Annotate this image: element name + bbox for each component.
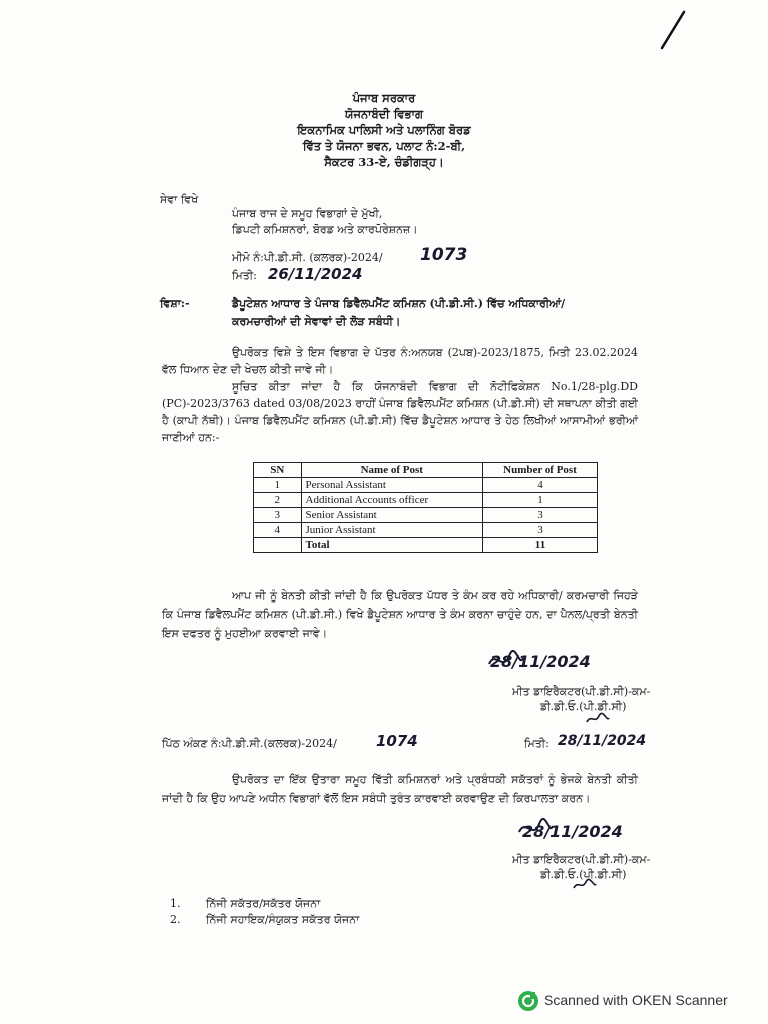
header-board: ਇਕਨਾਮਿਕ ਪਾਲਿਸੀ ਅਤੇ ਪਲਾਨਿੰਗ ਬੋਰਡ [297,123,471,137]
cell-post-name: Personal Assistant [301,478,482,493]
cell-empty [254,538,302,553]
pen-stroke-mark [650,8,690,52]
cell-post-count: 3 [483,508,598,523]
header-department: ਯੋਜਨਾਬੰਦੀ ਵਿਭਾਗ [345,107,423,121]
signature2-designation-line2: ਡੀ.ਡੀ.ਓ.(ਪੀ.ਡੀ.ਸੀ) [540,868,627,881]
signature1-designation-line1: ਮੀਤ ਡਾਇਰੈਕਟਰ(ਪੀ.ਡੀ.ਸੀ)-ਕਮ- [512,685,651,698]
total-label: Total [301,538,482,553]
signature2-initials [572,878,598,892]
col-header-post-count: Number of Post [483,463,598,478]
signature1-initials [585,712,611,726]
endorsement-number-label: ਪਿੱਠ ਅੰਕਣ ਨੰ:ਪੀ.ਡੀ.ਸੀ.(ਕਲਰਕ)-2024/ [162,737,337,750]
signature1-designation-line2: ਡੀ.ਡੀ.ਓ.(ਪੀ.ਡੀ.ਸੀ) [540,700,627,713]
memo-number-handwritten: 1073 [420,245,468,265]
table-row [254,508,598,523]
cell-post-name: Additional Accounts officer [301,493,482,508]
cell-post-name: Senior Assistant [301,508,482,523]
total-value: 11 [483,538,598,553]
signature1-handwritten: 28/11/2024 [490,652,591,671]
copy-to-number: 1. [170,897,181,910]
signature2-designation-line1: ਮੀਤ ਡਾਇਰੈਕਟਰ(ਪੀ.ਡੀ.ਸੀ)-ਕਮ- [512,853,651,866]
cell-post-name: Junior Assistant [301,523,482,538]
copy-to-number: 2. [170,913,181,926]
signature2-handwritten: 28/11/2024 [522,822,623,841]
header-government: ਪੰਜਾਬ ਸਰਕਾਰ [352,91,416,105]
paragraph-notification: ਸੂਚਿਤ ਕੀਤਾ ਜਾਂਦਾ ਹੈ ਕਿ ਯੋਜਨਾਬੰਦੀ ਵਿਭਾਗ ਦੀ ਨੋਟੀਫਿਕੇਸ਼ਨ No.1/28-plg.DD (PC)-2023/3763 dated 03/08/2023 ਰਾਹੀਂ ਪੰਜਾਬ ਡਿਵੈਲਪਮੈਂਟ ਕਮਿਸ਼ਨ (ਪੀ.ਡੀ.ਸੀ) ਦੀ ਸਥਾਪਨਾ ਕੀਤੀ ਗਈ ਹੈ (ਕਾਪੀ ਨੱਥੀ)। ਪੰਜਾਬ ਡਿਵੈਲਪਮੈਂਟ ਕਮਿਸ਼ਨ (ਪੀ.ਡੀ.ਸੀ) ਵਿੱਚ ਡੈਪੂਟੇਸ਼ਨ ਆਧਾਰ ਤੇ ਹੇਠ ਲਿਖੀਆਂ ਆਸਾਮੀਆਂ ਭਰੀਆਂ ਜਾਣੀਆਂ ਹਨ:- [162,380,638,444]
scanner-watermark-text: Scanned with OKEN Scanner [544,992,728,1008]
endorsement-date-label: ਮਿਤੀ: [524,737,549,750]
signature1-scribble [485,648,525,678]
endorsement-date-handwritten: 28/11/2024 [558,733,647,749]
memo-date-label: ਮਿਤੀ: [232,269,257,282]
endorsement-number-handwritten: 1074 [376,732,418,750]
table-row [254,478,598,493]
col-header-sn: SN [254,463,302,478]
cell-sn: 4 [254,523,302,538]
subject-label: ਵਿਸ਼ਾ:- [160,297,190,310]
recipient-line2: ਡਿਪਟੀ ਕਮਿਸ਼ਨਰਾਂ, ਬੋਰਡ ਅਤੇ ਕਾਰਪੋਰੇਸ਼ਨਜ਼। [232,223,418,236]
memo-date-handwritten: 26/11/2024 [268,265,363,283]
header-address-line2: ਸੈਕਟਰ 33-ਏ, ਚੰਡੀਗੜ੍ਹ। [324,155,444,169]
table-row [254,493,598,508]
posts-table [253,462,598,553]
cell-post-count: 3 [483,523,598,538]
paragraph-request: ਆਪ ਜੀ ਨੂੰ ਬੇਨਤੀ ਕੀਤੀ ਜਾਂਦੀ ਹੈ ਕਿ ਉਪਰੋਕਤ ਪੱਧਰ ਤੇ ਕੰਮ ਕਰ ਰਹੇ ਅਧਿਕਾਰੀ/ ਕਰਮਚਾਰੀ ਜਿਹੜੇ ਕਿ ਪੰਜਾਬ ਡਿਵੈਲਪਮੈਂਟ ਕਮਿਸ਼ਨ (ਪੀ.ਡੀ.ਸੀ.) ਵਿਖੇ ਡੈਪੂਟੇਸ਼ਨ ਆਧਾਰ ਤੇ ਕੰਮ ਕਰਨਾ ਚਾਹੁੰਦੇ ਹਨ, ਦਾ ਪੈਨਲ/ਪ੍ਰਤੀ ਬੇਨਤੀ ਇਸ ਦਫਤਰ ਨੂੰ ਮੁਹਈਆ ਕਰਵਾਈ ਜਾਵੇ। [162,589,638,640]
table-total-row [254,538,598,553]
table-row [254,523,598,538]
subject-line2: ਕਰਮਚਾਰੀਆਂ ਦੀ ਸੇਵਾਵਾਂ ਦੀ ਲੋੜ ਸਬੰਧੀ। [232,315,401,328]
cell-sn: 2 [254,493,302,508]
seva-vikhe-label: ਸੇਵਾ ਵਿਖੇ [160,193,199,206]
oken-scanner-logo-icon [517,990,539,1012]
copy-to-item: ਨਿੱਜੀ ਸਹਾਇਕ/ਸੰਯੁਕਤ ਸਕੱਤਰ ਯੋਜਨਾ [206,913,360,926]
memo-number-label: ਮੀਮੋ ਨੰ:ਪੀ.ਡੀ.ਸੀ. (ਕਲਰਕ)-2024/ [232,251,383,264]
copy-to-item: ਨਿੱਜੀ ਸਕੱਤਰ/ਸਕੱਤਰ ਯੋਜਨਾ [206,897,321,910]
cell-post-count: 1 [483,493,598,508]
header-address-line1: ਵਿੱਤ ਤੇ ਯੋਜਨਾ ਭਵਨ, ਪਲਾਟ ਨੰ:2-ਬੀ, [302,139,466,153]
cell-sn: 1 [254,478,302,493]
cell-sn: 3 [254,508,302,523]
subject-line1: ਡੈਪੂਟੇਸ਼ਨ ਆਧਾਰ ਤੇ ਪੰਜਾਬ ਡਿਵੈਲਪਮੈਂਟ ਕਮਿਸ਼ਨ (ਪੀ.ਡੀ.ਸੀ.) ਵਿੱਚ ਅਧਿਕਾਰੀਆਂ/ [232,297,566,310]
paragraph-endorsement: ਉਪਰੋਕਤ ਦਾ ਇੱਕ ਉਤਾਰਾ ਸਮੂਹ ਵਿੱਤੀ ਕਮਿਸ਼ਨਰਾਂ ਅਤੇ ਪ੍ਰਬੰਧਕੀ ਸਕੱਤਰਾਂ ਨੂੰ ਭੇਜਕੇ ਬੇਨਤੀ ਕੀਤੀ ਜਾਂਦੀ ਹੈ ਕਿ ਉਹ ਆਪਣੇ ਅਧੀਨ ਵਿਭਾਗਾਂ ਵੱਲੋਂ ਇਸ ਸਬੰਧੀ ਤੁਰੰਤ ਕਾਰਵਾਈ ਕਰਵਾਉਣ ਦੀ ਕਿਰਪਾਲਤਾ ਕਰਨ। [162,773,638,805]
recipient-line1: ਪੰਜਾਬ ਰਾਜ ਦੇ ਸਮੂਹ ਵਿਭਾਗਾਂ ਦੇ ਮੁੱਖੀ, [232,207,383,220]
paragraph-reference: ਉਪਰੋਕਤ ਵਿਸ਼ੇ ਤੇ ਇਸ ਵਿਭਾਗ ਦੇ ਪੱਤਰ ਨੰ:ਅਨਯਬ (2ਪਬ)-2023/1875, ਮਿਤੀ 23.02.2024 ਵੱਲ ਧਿਆਨ ਦੇਣ ਦੀ ਖੇਚਲ ਕੀਤੀ ਜਾਵੇ ਜੀ। [162,346,638,376]
signature2-scribble [515,816,555,846]
table-header-row [254,463,598,478]
cell-post-count: 4 [483,478,598,493]
col-header-post-name: Name of Post [301,463,482,478]
